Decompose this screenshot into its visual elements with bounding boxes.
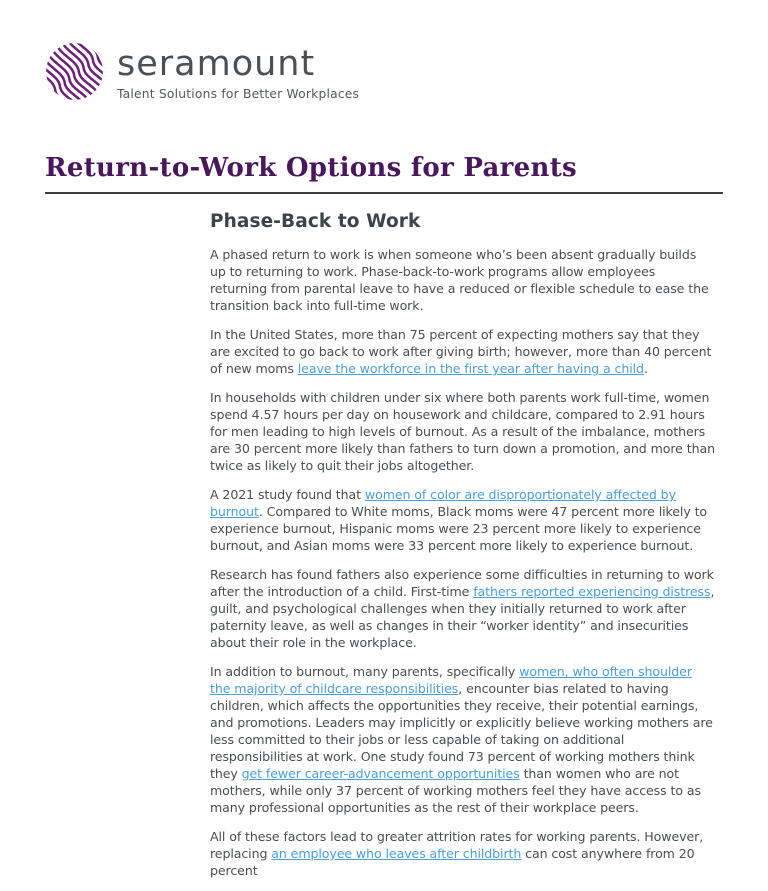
text-run: , encounter bias related to having children, which affects the opportunities they receive, their potential earnings, and promotions. Leaders may implicitly or explicitly believe working mothers are less committed to their jobs or less capable of taking on additional responsibilities at work. One study found 73 percent of working mothers think they	[210, 681, 713, 781]
text-run: Research has found fathers also experience some difficulties in returning to work after the introduction of a child. First-time	[210, 567, 714, 599]
text-run: In addition to burnout, many parents, specifically	[210, 664, 520, 679]
paragraph-container	[210, 246, 715, 879]
section-heading: Phase-Back to Work	[210, 211, 421, 232]
paragraph	[210, 566, 715, 651]
text-run: In households with children under six where both parents work full-time, women spend 4.57 hours per day on housework and childcare, compared to 2.91 hours for men leading to high levels of burnout. As a result of the imbalance, mothers are 30 percent more likely than fathers to turn down a promotion, and more than twice as likely to quit their jobs altogether.	[210, 390, 715, 473]
text-run: All of these factors lead to greater attrition rates for working parents. However, replacing	[210, 829, 704, 861]
title-divider	[45, 192, 723, 194]
inline-link[interactable]: leave the workforce in the first year after having a child	[297, 361, 644, 376]
text-run: In the United States, more than 75 percent of expecting mothers say that they are excited to go back to work after giving birth; however, more than 40 percent of new moms	[210, 327, 712, 376]
paragraph	[210, 486, 715, 554]
logo-header	[45, 42, 359, 101]
inline-link[interactable]: get fewer career-advancement opportunities	[241, 766, 520, 781]
text-run: . Compared to White moms, Black moms were 47 percent more likely to experience burnout, Hispanic moms were 23 percent more likely to experience burnout, and Asian moms were 33 percent more likely to experience burnout.	[210, 504, 708, 553]
brand-wordmark: seramount	[117, 44, 316, 84]
inline-link[interactable]: an employee who leaves after childbirth	[271, 846, 522, 861]
inline-link[interactable]: fathers reported experiencing distress	[473, 584, 711, 599]
paragraph	[210, 246, 715, 314]
article-content	[210, 211, 715, 891]
brand-tagline: Talent Solutions for Better Workplaces	[117, 87, 360, 101]
seramount-swirl-globe-icon	[45, 42, 104, 101]
text-run: can cost anywhere from 20 percent	[210, 846, 695, 878]
title-block	[45, 153, 723, 194]
paragraph	[210, 326, 715, 377]
paragraph	[210, 389, 715, 474]
text-run: .	[643, 361, 648, 376]
text-run: A 2021 study found that	[210, 487, 365, 502]
text-run: A phased return to work is when someone who’s been absent gradually builds up to returning to work. Phase-back-to-work programs allow employees returning from parental leave to have a reduced or flexible schedule to ease the transition back into full-time work.	[210, 247, 709, 313]
text-run: , guilt, and psychological challenges when they initially returned to work after paternity leave, as well as changes in their “worker identity” and insecurities about their role in the workplace.	[210, 584, 715, 650]
inline-link[interactable]: women, who often shoulder the majority of childcare responsibilities	[210, 664, 692, 696]
paragraph	[210, 663, 715, 816]
logo-text-block	[117, 42, 359, 101]
page-title: Return-to-Work Options for Parents	[45, 153, 577, 183]
inline-link[interactable]: women of color are disproportionately affected by burnout	[210, 487, 676, 519]
text-run: than women who are not mothers, while only 37 percent of working mothers feel they have access to as many professional opportunities as the rest of their workplace peers.	[210, 766, 701, 815]
